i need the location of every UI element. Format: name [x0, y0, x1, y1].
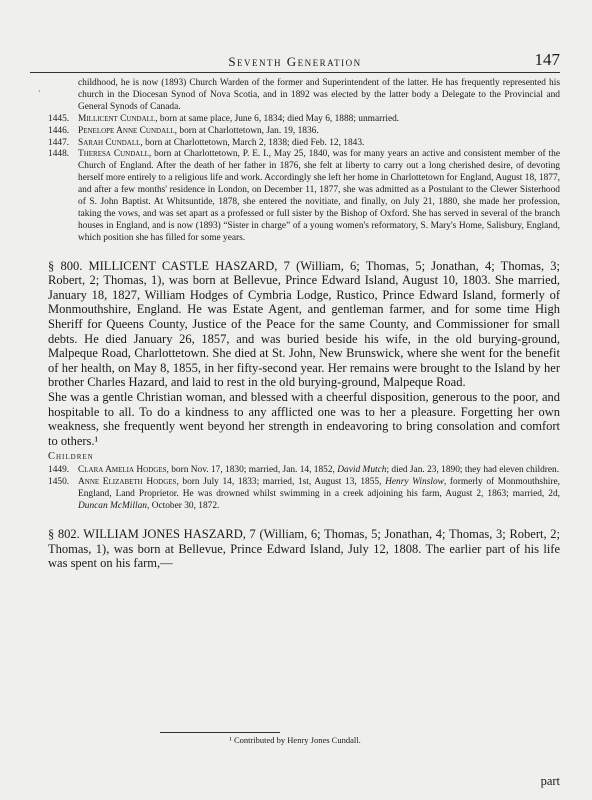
running-header: [30, 48, 560, 73]
catchword: part: [540, 774, 560, 788]
entries-top: [30, 114, 560, 245]
entry-1450: 1450. Anne Elizabeth Hodges, born July 14, 1833; married, 1st, August 13, 1855, Henry Winslow, formerly of Monmouthshire, England, Land Proprietor. He was drowned whilst swimming in a creek adjoining his farm, August 2, 1863; married, 2d, Duncan McMillan, October 30, 1872.: [48, 477, 560, 512]
children-heading: Children: [48, 451, 94, 463]
entry-1448: 1448. Theresa Cundall, born at Charlottetown, P. E. I., May 25, 1840, was for many years an active and consistent member of the Church of England. After the death of her father in 1876, she felt at liberty to carry out a long cherished desire, of devoting herself more entirely to a religious life and work. Accordingly she left her home in Charlottetown for England, August 18, 1877, and after a few months' residence in London, on December 11, 1877, she was admitted as a Postulant to the Clewer Sisterhood of S. John Baptist. At Whitsuntide, 1878, she entered the novitiate, and finally, on July 21, 1880, she made her profession, taking the vows, and was set apart as a professed or full sister by the Bishop of Oxford. She has served in several of the branch houses in England, and is now (1893) “Sister in charge” of a young women's reformatory, S. Mary's Home, Salisbury, England, which position she has filled for some years.: [48, 149, 560, 243]
intro-paragraph: childhood, he is now (1893) Church Warden of the former and Superintendent of the latter. He has frequently represented his church in the Diocesan Synod of Nova Scotia, and in 1892 was elected by the latter body a Delegate to the Provincial and General Synods of Canada.: [78, 78, 560, 112]
section-802-label: § 802.: [48, 527, 80, 542]
margin-mark: ·: [38, 87, 41, 96]
entry-1446: 1446. Penelope Anne Cundall, born at Charlottetown, Jan. 19, 1836.: [48, 125, 319, 136]
entry-1447: 1447. Sarah Cundall, born at Charlottetown, March 2, 1838; died Feb. 12, 1843.: [48, 137, 365, 148]
page-body: [30, 78, 560, 571]
footnote: ¹ Contributed by Henry Jones Cundall.: [229, 735, 361, 745]
section-800-para2: She was a gentle Christian woman, and blessed with a cheerful disposition, generous to the poor, and hospitable to all. To do a kindness to any afflicted one was to her a pleasure. Forgetting her own weakness, she frequently went beyond her strength in endeavoring to bring consolation and comfort to others.¹: [48, 390, 560, 448]
entry-1445: 1445. Millicent Cundall, born at same place, June 6, 1834; died May 6, 1888; unmarried.: [48, 113, 400, 124]
section-802-name: WILLIAM JONES HASZARD,: [83, 527, 246, 542]
running-title: Seventh Generation: [228, 54, 362, 69]
section-800-label: § 800.: [48, 258, 83, 273]
page-number: 147: [534, 50, 560, 69]
footnote-rule: [160, 732, 280, 733]
section-802: § 802. WILLIAM JONES HASZARD, 7 (William, 6; Thomas, 5; Jonathan, 4; Thomas, 3; Robert, 2; Thomas, 1), was born at Bellevue, Prince Edward Island, July 12, 1808. The earlier part of his life was spent on his farm,—: [48, 527, 561, 571]
section-800-name: MILLICENT CASTLE HASZARD,: [88, 258, 278, 273]
section-800: § 800. MILLICENT CASTLE HASZARD, 7 (William, 6; Thomas, 5; Jonathan, 4; Thomas, 3; Robert, 2; Thomas, 1), was born at Bellevue, Prince Edward Island, August 10, 1803. She married, January 18, 1827, William Hodges of Cymbria Lodge, Rustico, Prince Edward Island, formerly of Monmouthshire, England. He was Estate Agent, and gentleman farmer, and for some time High Sheriff for Queens County, Justice of the Peace for the same County, and Commissioner for small debts. He died January 26, 1857, and was buried beside his wife, in the old burying-ground, Malpeque Road, Charlottetown. She died at St. John, New Brunswick, where she went for the benefit of her health, on May 8, 1855, in her fifty-second year. Her remains were brought to the Island by her brother Charles Hazard, and laid to rest in the old burying-ground, Malpeque Road.: [48, 258, 560, 390]
entry-1449: 1449. Clara Amelia Hodges, born Nov. 17, 1830; married, Jan. 14, 1852, David Mutch; died Jan. 23, 1890; they had eleven children.: [48, 465, 560, 476]
